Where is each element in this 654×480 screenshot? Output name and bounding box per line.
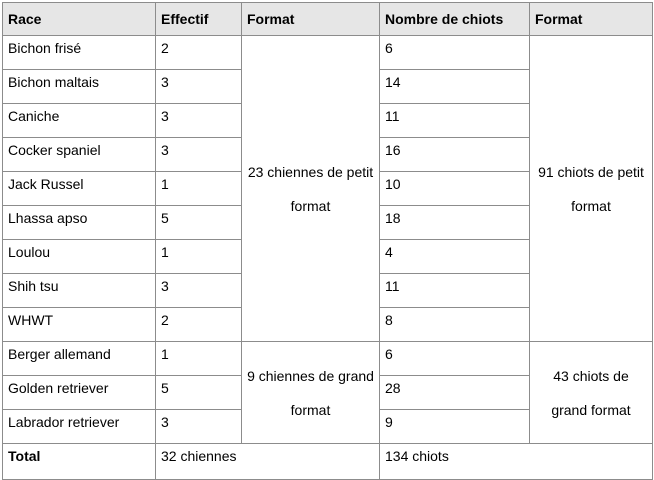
cell-effectif: 3	[156, 138, 242, 172]
cell-race: Golden retriever	[3, 376, 156, 410]
cell-chiots: 11	[380, 274, 530, 308]
total-puppies: 134 chiots	[380, 444, 653, 480]
cell-effectif: 3	[156, 70, 242, 104]
dog-breed-table	[2, 2, 653, 480]
cell-chiots: 18	[380, 206, 530, 240]
cell-chiots: 14	[380, 70, 530, 104]
cell-effectif: 1	[156, 240, 242, 274]
table-row	[3, 36, 653, 70]
cell-effectif: 2	[156, 36, 242, 70]
header-race: Race	[3, 3, 156, 36]
cell-effectif: 5	[156, 206, 242, 240]
cell-large-puppies-group: 43 chiots de grand format	[530, 342, 653, 444]
total-females: 32 chiennes	[156, 444, 380, 480]
cell-race: Lhassa apso	[3, 206, 156, 240]
cell-race: Shih tsu	[3, 274, 156, 308]
cell-race: Jack Russel	[3, 172, 156, 206]
cell-race: Bichon maltais	[3, 70, 156, 104]
cell-race: Bichon frisé	[3, 36, 156, 70]
cell-race: WHWT	[3, 308, 156, 342]
cell-chiots: 8	[380, 308, 530, 342]
cell-effectif: 3	[156, 274, 242, 308]
cell-effectif: 5	[156, 376, 242, 410]
table-row	[3, 342, 653, 376]
cell-chiots: 4	[380, 240, 530, 274]
cell-large-females-group: 9 chiennes de grand format	[242, 342, 380, 444]
cell-small-puppies-group: 91 chiots de petit format	[530, 36, 653, 342]
cell-chiots: 6	[380, 36, 530, 70]
header-format-females: Format	[242, 3, 380, 36]
cell-small-females-group: 23 chiennes de petit format	[242, 36, 380, 342]
cell-race: Berger allemand	[3, 342, 156, 376]
total-row	[3, 444, 653, 480]
cell-chiots: 10	[380, 172, 530, 206]
cell-chiots: 16	[380, 138, 530, 172]
cell-effectif: 1	[156, 342, 242, 376]
cell-effectif: 1	[156, 172, 242, 206]
cell-race: Caniche	[3, 104, 156, 138]
cell-effectif: 2	[156, 308, 242, 342]
cell-effectif: 3	[156, 104, 242, 138]
header-format-puppies: Format	[530, 3, 653, 36]
cell-effectif: 3	[156, 410, 242, 444]
cell-chiots: 9	[380, 410, 530, 444]
cell-race: Loulou	[3, 240, 156, 274]
cell-chiots: 28	[380, 376, 530, 410]
header-nombre-chiots: Nombre de chiots	[380, 3, 530, 36]
cell-chiots: 11	[380, 104, 530, 138]
header-row	[3, 3, 653, 36]
cell-race: Cocker spaniel	[3, 138, 156, 172]
cell-chiots: 6	[380, 342, 530, 376]
header-effectif: Effectif	[156, 3, 242, 36]
cell-race: Labrador retriever	[3, 410, 156, 444]
total-label: Total	[3, 444, 156, 480]
